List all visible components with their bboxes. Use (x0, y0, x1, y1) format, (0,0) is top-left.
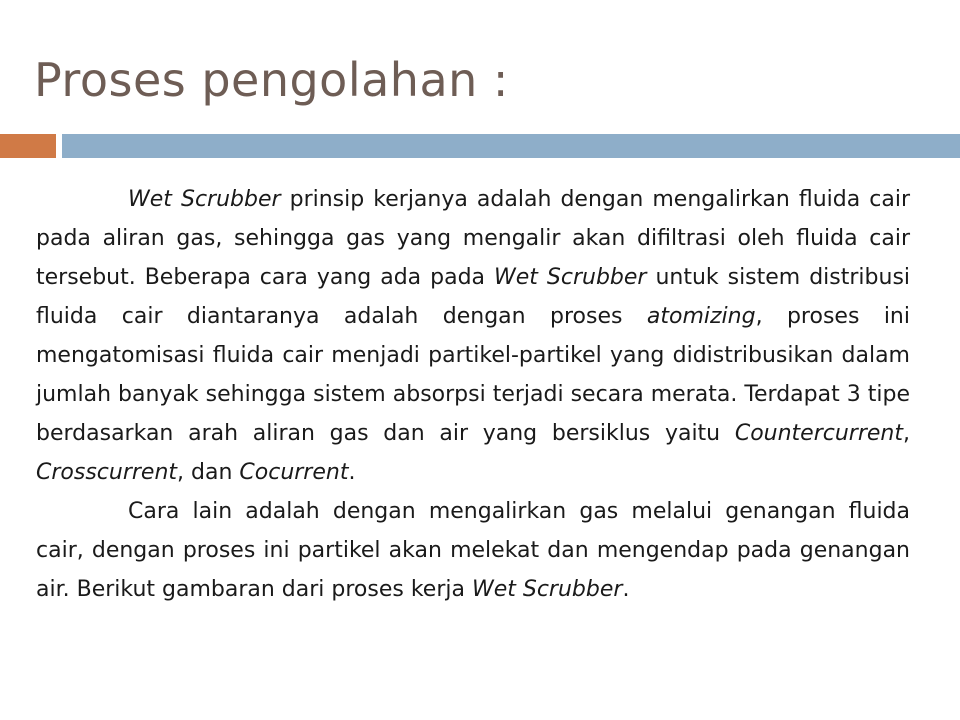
title-divider-bar (62, 134, 960, 158)
segment: Cara lain adalah dengan mengalirkan gas melalui genangan fluida cair, dengan proses ini partikel akan melekat dan mengendap pada genangan air. Berikut gambaran dari proses kerja (36, 499, 910, 602)
title-accent-bar (0, 134, 56, 158)
segment: untuk sistem distribusi fluida cair diantaranya adalah dengan proses (36, 265, 911, 329)
segment: prinsip kerjanya adalah dengan mengalirkan fluida cair pada aliran gas, sehingga gas yang mengalir akan difiltrasi oleh fluida cair tersebut. Beberapa cara yang ada pada (36, 187, 910, 290)
segment: . (622, 577, 630, 602)
slide-body (36, 180, 910, 609)
segment: , (903, 421, 910, 446)
segment: Cocurrent (239, 460, 349, 485)
segment: Crosscurrent (36, 460, 178, 485)
segment: , proses ini mengatomisasi fluida cair menjadi partikel-partikel yang didistribusikan dalam jumlah banyak sehingga sistem absorpsi terjadi secara merata. Terdapat 3 tipe berdasarkan arah aliran gas dan air yang bersiklus yaitu (36, 304, 910, 446)
segment: . (348, 460, 356, 485)
paragraph-1 (36, 180, 910, 492)
segment: , dan (177, 460, 240, 485)
segment: Wet Scrubber (471, 577, 623, 602)
segment: Countercurrent (734, 421, 903, 446)
segment: atomizing (646, 304, 756, 329)
slide-title: Proses pengolahan : (34, 53, 509, 107)
segment: Wet Scrubber (128, 187, 281, 212)
segment: Wet Scrubber (494, 265, 647, 290)
paragraph-2 (36, 492, 910, 609)
